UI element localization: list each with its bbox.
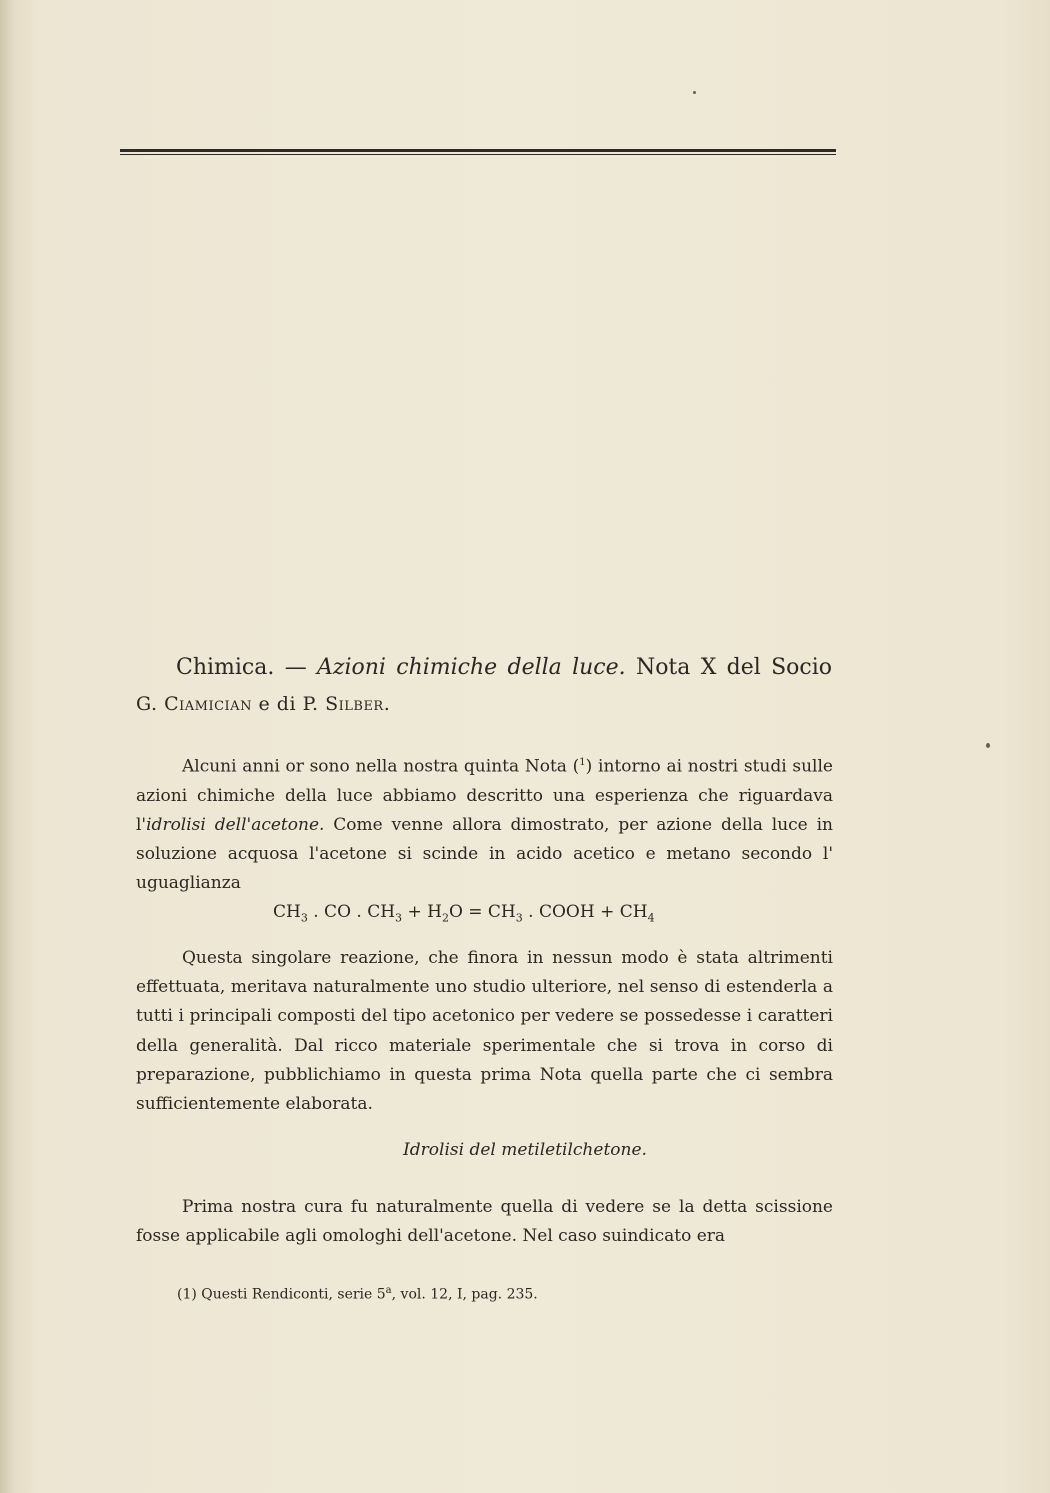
author1-initial: G. (136, 693, 158, 715)
author2-initial: P. (302, 693, 319, 715)
header-double-rule (120, 149, 836, 155)
article-title: Azioni chimiche della luce. (317, 655, 626, 680)
author2-name: Silber. (325, 693, 391, 715)
author1-name: Ciamician (164, 693, 252, 715)
ink-speck (693, 91, 696, 94)
note-label: Nota X del Socio (635, 655, 833, 680)
italic-phrase: idrolisi dell'acetone. (146, 815, 325, 836)
ink-speck (986, 743, 990, 748)
footnote: (1) Questi Rendiconti, serie 5$^a$, vol. 12, I, pag. 235. (177, 1285, 538, 1303)
footnote-ref: 1 (579, 757, 586, 768)
body-paragraph-2: Questa singolare reazione, che finora in nessun modo è stata altrimenti effettuata, meritava naturalmente uno studio ulteriore, nel senso di estenderla a tutti i principali composti del tipo acetonico per vedere se possedesse i caratteri della generalità. Dal ricco materiale sperimentale che si trova in corso di preparazione, pubblichiamo in questa prima Nota quella parte che ci sembra sufficientemente elaborata. (136, 948, 833, 1115)
authors-line (136, 690, 390, 718)
subsection-heading: Idrolisi del metiletilchetone. (403, 1140, 647, 1160)
section-label: Chimica. (176, 655, 275, 680)
author-conjunction: e di (258, 693, 297, 715)
footnote-mark: (1) (177, 1286, 197, 1303)
intro-paragraph: Alcuni anni or sono nella nostra quinta Nota ($^1$) intorno ai nostri studi sulle azioni chimiche della luce abbiamo descritto una esperienza che riguardava l'idrolisi dell'acetone. Come venne allora dimostrato, per azione della luce in soluzione acquosa l'acetone si scinde in acido acetico e metano secondo l' uguaglianza (136, 756, 834, 894)
chemical-equation: $CH_3$ . CO . $CH_3 + H_2O = CH_3$ . COOH + $CH_4$ (273, 902, 655, 925)
article-heading (176, 652, 832, 684)
body-paragraph-3: Prima nostra cura fu naturalmente quella di vedere se la detta scissione fosse applicabile agli omologhi dell'acetone. Nel caso suindicato era (136, 1197, 833, 1247)
heading-dash: — (284, 655, 307, 680)
